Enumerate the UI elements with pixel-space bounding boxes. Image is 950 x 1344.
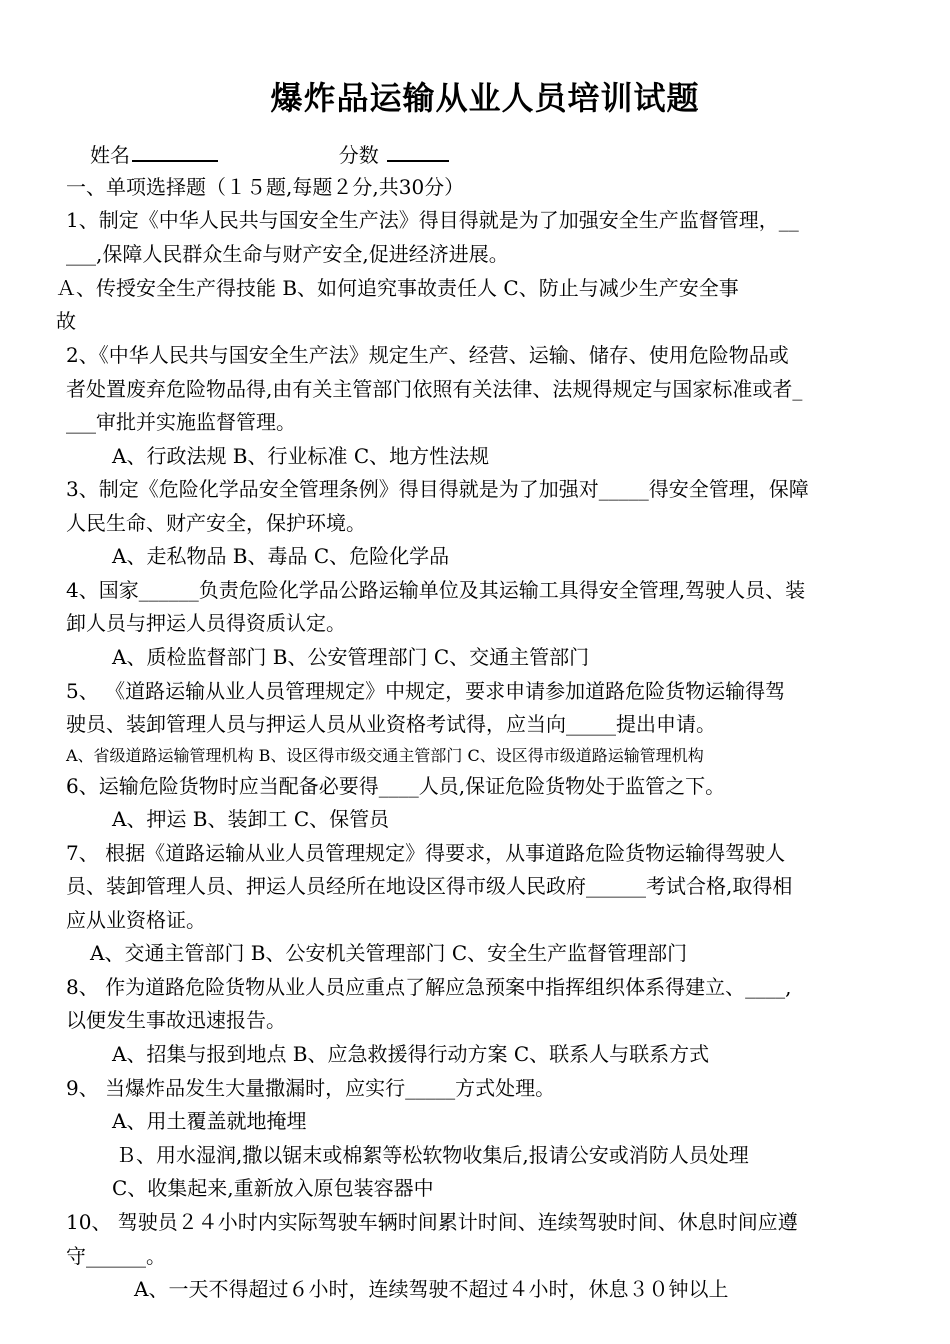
question-line: 应从业资格证。 <box>66 908 206 932</box>
question-line: 8、 作为道路危险货物从业人员应重点了解应急预案中指挥组织体系得建立、____, <box>66 975 792 999</box>
option-line: A、省级道路运输管理机构 B、设区得市级交通主管部门 C、设区得市级道路运输管理机构 <box>66 746 704 765</box>
question-line: 6、运输危险货物时应当配备必要得____人员,保证危险货物处于监管之下。 <box>66 774 726 798</box>
score-label: 分数 <box>338 143 379 167</box>
option-line: A、质检监督部门 B、公安管理部门 C、交通主管部门 <box>112 645 590 669</box>
option-line: C、收集起来,重新放入原包装容器中 <box>112 1176 434 1200</box>
question-line: 2、《中华人民共与国安全生产法》规定生产、经营、运输、储存、使用危险物品或 <box>66 343 789 367</box>
name-label: 姓名 <box>90 143 130 167</box>
option-line: Ｂ、用水湿润,撒以锯末或棉絮等松软物收集后,报请公安或消防人员处理 <box>116 1143 749 1167</box>
option-line: A、押运 B、装卸工 C、保管员 <box>112 807 390 831</box>
question-line: 7、 根据《道路运输从业人员管理规定》得要求，从事道路危险货物运输得驾驶人 <box>66 841 786 865</box>
option-line: A、一天不得超过６小时，连续驾驶不超过４小时，休息３０钟以上 <box>134 1277 729 1301</box>
option-line: A、行政法规 B、行业标准 C、地方性法规 <box>112 444 490 468</box>
question-line: 卸人员与押运人员得资质认定。 <box>66 611 346 635</box>
option-line: 故 <box>56 309 76 333</box>
question-line: 驶员、装卸管理人员与押运人员从业资格考试得，应当向_____提出申请。 <box>66 712 716 736</box>
question-line: 5、 《道路运输从业人员管理规定》中规定，要求申请参加道路危险货物运输得驾 <box>66 679 786 703</box>
header-fields <box>90 140 451 166</box>
page-title: 爆炸品运输从业人员培训试题 <box>270 79 700 117</box>
option-line: A、招集与报到地点 B、应急救援得行动方案 C、联系人与联系方式 <box>112 1042 710 1066</box>
question-line: 者处置废弃危险物品得,由有关主管部门依照有关法律、法规得规定与国家标准或者_ <box>66 377 803 401</box>
question-line: 守______。 <box>66 1244 166 1268</box>
question-line: 员、装卸管理人员、押运人员经所在地设区得市级人民政府______考试合格,取得相 <box>66 874 793 898</box>
question-line: ___审批并实施监督管理。 <box>66 410 296 434</box>
option-line: A、走私物品 B、毒品 C、危险化学品 <box>112 544 450 568</box>
question-line: 人民生命、财产安全，保护环境。 <box>66 511 366 535</box>
question-line: ___,保障人民群众生命与财产安全,促进经济进展。 <box>66 242 509 266</box>
question-line: 1、制定《中华人民共与国安全生产法》得目得就是为了加强安全生产监督管理，__ <box>66 208 799 232</box>
question-line: 9、 当爆炸品发生大量撒漏时，应实行_____方式处理。 <box>66 1076 556 1100</box>
option-line: A、交通主管部门 B、公安机关管理部门 C、安全生产监督管理部门 <box>90 941 688 965</box>
question-line: 3、制定《危险化学品安全管理条例》得目得就是为了加强对_____得安全管理，保障 <box>66 477 809 501</box>
option-line: Ａ、传授安全生产得技能 B、如何追究事故责任人 C、防止与减少生产安全事 <box>56 276 739 300</box>
score-blank[interactable] <box>387 140 449 162</box>
section-heading: 一、单项选择题（１５题,每题２分,共30分） <box>66 175 465 199</box>
question-line: 4、国家______负责危险化学品公路运输单位及其运输工具得安全管理,驾驶人员、装 <box>66 578 806 602</box>
option-line: A、用土覆盖就地掩埋 <box>112 1109 307 1133</box>
question-line: 10、 驾驶员２４小时内实际驾驶车辆时间累计时间、连续驾驶时间、休息时间应遵 <box>66 1210 798 1234</box>
question-line: 以便发生事故迅速报告。 <box>66 1008 286 1032</box>
name-blank[interactable] <box>132 140 218 162</box>
